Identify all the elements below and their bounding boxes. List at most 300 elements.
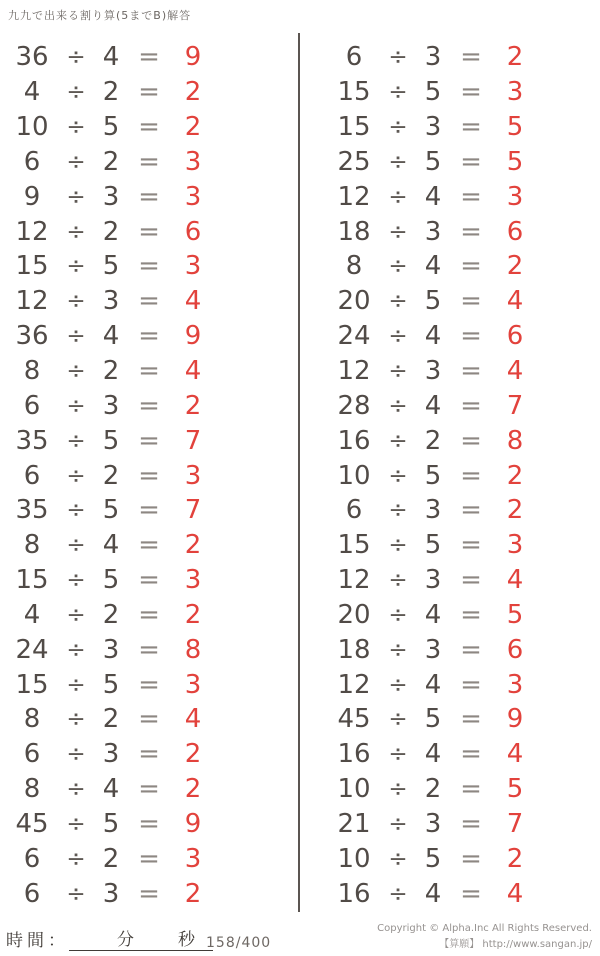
divide-sign: ÷ — [66, 148, 86, 175]
copyright-notice — [377, 921, 592, 953]
equals-sign: = — [460, 669, 482, 700]
answer-value: 3 — [506, 77, 524, 108]
divide-sign: ÷ — [66, 567, 86, 594]
problem-row — [328, 179, 558, 214]
divisor: 2 — [102, 599, 120, 630]
answer-value: 2 — [506, 843, 524, 874]
problem-row — [328, 493, 558, 528]
dividend: 10 — [15, 112, 49, 143]
divisor: 3 — [424, 112, 442, 143]
equals-sign: = — [460, 112, 482, 143]
divisor: 2 — [102, 216, 120, 247]
equals-sign: = — [460, 216, 482, 247]
equals-sign: = — [138, 146, 160, 177]
problem-row — [328, 458, 558, 493]
answer-value: 2 — [184, 390, 202, 421]
equals-sign: = — [138, 495, 160, 526]
divide-sign: ÷ — [66, 845, 86, 872]
divisor: 5 — [424, 146, 442, 177]
equals-sign: = — [460, 878, 482, 909]
divide-sign: ÷ — [388, 741, 408, 768]
minutes-label: 分 — [117, 930, 134, 950]
answer-value: 6 — [506, 321, 524, 352]
answer-value: 2 — [184, 774, 202, 805]
answer-value: 3 — [184, 843, 202, 874]
dividend: 6 — [23, 460, 41, 491]
dividend: 24 — [337, 321, 371, 352]
dividend: 12 — [337, 181, 371, 212]
equals-sign: = — [138, 808, 160, 839]
divide-sign: ÷ — [66, 392, 86, 419]
dividend: 18 — [337, 216, 371, 247]
divisor: 4 — [102, 774, 120, 805]
problem-row — [328, 40, 558, 75]
answer-value: 7 — [506, 390, 524, 421]
answer-value: 2 — [184, 112, 202, 143]
problem-row — [6, 493, 236, 528]
dividend: 6 — [23, 146, 41, 177]
problem-row — [6, 598, 236, 633]
dividend: 28 — [337, 390, 371, 421]
dividend: 15 — [337, 77, 371, 108]
divide-sign: ÷ — [66, 288, 86, 315]
divide-sign: ÷ — [388, 462, 408, 489]
answer-value: 2 — [506, 460, 524, 491]
divisor: 5 — [424, 77, 442, 108]
equals-sign: = — [138, 739, 160, 770]
problem-column-right — [328, 40, 558, 911]
divisor: 4 — [424, 739, 442, 770]
answer-value: 8 — [506, 425, 524, 456]
dividend: 20 — [337, 286, 371, 317]
problem-row — [328, 807, 558, 842]
problem-row — [6, 528, 236, 563]
equals-sign: = — [138, 216, 160, 247]
divisor: 2 — [102, 704, 120, 735]
time-entry-area — [6, 926, 213, 951]
divide-sign: ÷ — [66, 741, 86, 768]
answer-value: 3 — [184, 251, 202, 282]
problem-row — [328, 110, 558, 145]
divisor: 5 — [424, 843, 442, 874]
answer-value: 3 — [184, 669, 202, 700]
divide-sign: ÷ — [388, 323, 408, 350]
equals-sign: = — [138, 843, 160, 874]
divide-sign: ÷ — [388, 183, 408, 210]
divide-sign: ÷ — [388, 776, 408, 803]
column-divider-line — [298, 33, 300, 912]
answer-value: 6 — [184, 216, 202, 247]
problem-row — [6, 145, 236, 180]
answer-value: 2 — [184, 739, 202, 770]
answer-value: 5 — [506, 146, 524, 177]
answer-value: 3 — [184, 460, 202, 491]
equals-sign: = — [460, 565, 482, 596]
dividend: 45 — [15, 808, 49, 839]
dividend: 9 — [23, 181, 41, 212]
answer-value: 2 — [506, 495, 524, 526]
divide-sign: ÷ — [388, 288, 408, 315]
problem-row — [6, 40, 236, 75]
answer-value: 4 — [506, 565, 524, 596]
divisor: 3 — [424, 808, 442, 839]
divisor: 5 — [424, 460, 442, 491]
dividend: 8 — [23, 530, 41, 561]
problem-row — [328, 249, 558, 284]
divisor: 4 — [424, 390, 442, 421]
dividend: 15 — [337, 112, 371, 143]
equals-sign: = — [138, 356, 160, 387]
page-title: 九九で出来る割り算(5までB)解答 — [8, 9, 192, 22]
divisor: 5 — [102, 112, 120, 143]
divide-sign: ÷ — [66, 218, 86, 245]
divisor: 5 — [102, 495, 120, 526]
equals-sign: = — [138, 530, 160, 561]
answer-value: 6 — [506, 634, 524, 665]
equals-sign: = — [460, 495, 482, 526]
problem-row — [6, 179, 236, 214]
answer-value: 7 — [184, 495, 202, 526]
problem-row — [328, 841, 558, 876]
problem-row — [6, 110, 236, 145]
problem-row — [328, 284, 558, 319]
dividend: 6 — [23, 843, 41, 874]
divisor: 2 — [102, 843, 120, 874]
divide-sign: ÷ — [388, 706, 408, 733]
equals-sign: = — [460, 77, 482, 108]
divisor: 2 — [424, 425, 442, 456]
divide-sign: ÷ — [66, 776, 86, 803]
divisor: 3 — [102, 390, 120, 421]
equals-sign: = — [138, 42, 160, 73]
answer-value: 4 — [506, 739, 524, 770]
dividend: 15 — [15, 251, 49, 282]
problem-row — [328, 319, 558, 354]
dividend: 6 — [345, 42, 363, 73]
divisor: 3 — [424, 216, 442, 247]
time-blank-line — [69, 928, 213, 951]
problem-column-left — [6, 40, 236, 911]
dividend: 12 — [337, 356, 371, 387]
equals-sign: = — [138, 390, 160, 421]
divide-sign: ÷ — [66, 532, 86, 559]
equals-sign: = — [460, 251, 482, 282]
divide-sign: ÷ — [66, 44, 86, 71]
problem-row — [328, 772, 558, 807]
problem-row — [6, 249, 236, 284]
equals-sign: = — [138, 634, 160, 665]
divisor: 4 — [424, 599, 442, 630]
dividend: 15 — [15, 565, 49, 596]
divisor: 5 — [424, 530, 442, 561]
problem-row — [6, 841, 236, 876]
problem-row — [328, 737, 558, 772]
answer-value: 3 — [506, 181, 524, 212]
dividend: 20 — [337, 599, 371, 630]
answer-value: 6 — [506, 216, 524, 247]
equals-sign: = — [138, 774, 160, 805]
dividend: 36 — [15, 321, 49, 352]
seconds-label: 秒 — [178, 930, 195, 950]
divisor: 4 — [102, 321, 120, 352]
problem-row — [6, 284, 236, 319]
dividend: 16 — [337, 878, 371, 909]
problem-row — [6, 214, 236, 249]
problem-row — [328, 667, 558, 702]
problem-row — [6, 423, 236, 458]
answer-value: 4 — [184, 356, 202, 387]
divide-sign: ÷ — [388, 636, 408, 663]
dividend: 10 — [337, 843, 371, 874]
equals-sign: = — [460, 460, 482, 491]
sheet-number: 158/400 — [206, 935, 272, 951]
answer-value: 4 — [506, 356, 524, 387]
dividend: 35 — [15, 425, 49, 456]
problem-row — [328, 388, 558, 423]
dividend: 6 — [345, 495, 363, 526]
divisor: 3 — [102, 286, 120, 317]
divide-sign: ÷ — [66, 706, 86, 733]
problem-row — [6, 354, 236, 389]
equals-sign: = — [138, 460, 160, 491]
answer-value: 2 — [506, 251, 524, 282]
dividend: 8 — [23, 704, 41, 735]
answer-value: 9 — [184, 42, 202, 73]
equals-sign: = — [460, 390, 482, 421]
divisor: 3 — [424, 634, 442, 665]
divisor: 5 — [102, 808, 120, 839]
problem-row — [6, 319, 236, 354]
answer-value: 3 — [184, 146, 202, 177]
problem-row — [6, 75, 236, 110]
problem-row — [6, 632, 236, 667]
time-label: 時間： — [6, 931, 69, 951]
divide-sign: ÷ — [66, 79, 86, 106]
divide-sign: ÷ — [388, 880, 408, 907]
equals-sign: = — [460, 599, 482, 630]
equals-sign: = — [138, 321, 160, 352]
equals-sign: = — [460, 146, 482, 177]
divisor: 5 — [102, 425, 120, 456]
divide-sign: ÷ — [388, 671, 408, 698]
problem-row — [328, 145, 558, 180]
answer-value: 3 — [184, 181, 202, 212]
problem-row — [328, 75, 558, 110]
equals-sign: = — [138, 286, 160, 317]
equals-sign: = — [138, 425, 160, 456]
equals-sign: = — [138, 77, 160, 108]
dividend: 36 — [15, 42, 49, 73]
dividend: 35 — [15, 495, 49, 526]
divide-sign: ÷ — [388, 567, 408, 594]
divide-sign: ÷ — [66, 671, 86, 698]
problem-row — [328, 632, 558, 667]
answer-value: 2 — [184, 878, 202, 909]
divisor: 2 — [424, 774, 442, 805]
answer-value: 4 — [506, 878, 524, 909]
problem-row — [328, 423, 558, 458]
problem-row — [328, 528, 558, 563]
equals-sign: = — [460, 181, 482, 212]
problem-row — [6, 667, 236, 702]
divide-sign: ÷ — [66, 636, 86, 663]
divide-sign: ÷ — [66, 183, 86, 210]
problem-row — [6, 702, 236, 737]
divisor: 3 — [102, 634, 120, 665]
answer-value: 9 — [506, 704, 524, 735]
equals-sign: = — [460, 808, 482, 839]
divide-sign: ÷ — [388, 79, 408, 106]
equals-sign: = — [460, 321, 482, 352]
problem-row — [328, 354, 558, 389]
equals-sign: = — [460, 704, 482, 735]
divide-sign: ÷ — [388, 148, 408, 175]
problem-row — [6, 737, 236, 772]
answer-value: 2 — [506, 42, 524, 73]
equals-sign: = — [138, 878, 160, 909]
problem-row — [6, 876, 236, 911]
divide-sign: ÷ — [388, 497, 408, 524]
answer-value: 7 — [184, 425, 202, 456]
dividend: 8 — [345, 251, 363, 282]
divide-sign: ÷ — [388, 392, 408, 419]
divide-sign: ÷ — [66, 810, 86, 837]
problem-row — [328, 702, 558, 737]
divide-sign: ÷ — [388, 253, 408, 280]
equals-sign: = — [460, 286, 482, 317]
problem-row — [328, 598, 558, 633]
divisor: 3 — [424, 42, 442, 73]
answer-value: 2 — [184, 599, 202, 630]
dividend: 15 — [15, 669, 49, 700]
divisor: 2 — [102, 77, 120, 108]
problem-row — [6, 458, 236, 493]
answer-value: 5 — [506, 112, 524, 143]
equals-sign: = — [138, 704, 160, 735]
answer-value: 2 — [184, 77, 202, 108]
divide-sign: ÷ — [66, 114, 86, 141]
divisor: 2 — [102, 460, 120, 491]
equals-sign: = — [460, 530, 482, 561]
equals-sign: = — [460, 356, 482, 387]
divide-sign: ÷ — [66, 323, 86, 350]
dividend: 6 — [23, 878, 41, 909]
equals-sign: = — [460, 774, 482, 805]
answer-value: 5 — [506, 774, 524, 805]
dividend: 12 — [337, 669, 371, 700]
divide-sign: ÷ — [388, 810, 408, 837]
divisor: 5 — [102, 251, 120, 282]
divisor: 5 — [424, 286, 442, 317]
divisor: 3 — [424, 356, 442, 387]
equals-sign: = — [138, 599, 160, 630]
dividend: 6 — [23, 739, 41, 770]
answer-value: 3 — [506, 669, 524, 700]
divisor: 5 — [424, 704, 442, 735]
divide-sign: ÷ — [66, 358, 86, 385]
divide-sign: ÷ — [388, 532, 408, 559]
problem-row — [6, 388, 236, 423]
divide-sign: ÷ — [66, 427, 86, 454]
answer-value: 3 — [506, 530, 524, 561]
divisor: 4 — [424, 878, 442, 909]
copyright-line1: Copyright © Alpha.Inc All Rights Reserved. — [377, 923, 592, 934]
divisor: 5 — [102, 565, 120, 596]
dividend: 16 — [337, 425, 371, 456]
divide-sign: ÷ — [388, 601, 408, 628]
equals-sign: = — [138, 669, 160, 700]
divide-sign: ÷ — [388, 218, 408, 245]
dividend: 45 — [337, 704, 371, 735]
divisor: 4 — [424, 181, 442, 212]
equals-sign: = — [460, 42, 482, 73]
dividend: 18 — [337, 634, 371, 665]
problem-row — [6, 772, 236, 807]
divisor: 2 — [102, 146, 120, 177]
answer-value: 7 — [506, 808, 524, 839]
dividend: 25 — [337, 146, 371, 177]
dividend: 10 — [337, 774, 371, 805]
divide-sign: ÷ — [388, 44, 408, 71]
equals-sign: = — [460, 634, 482, 665]
answer-value: 5 — [506, 599, 524, 630]
divide-sign: ÷ — [388, 845, 408, 872]
dividend: 21 — [337, 808, 371, 839]
divide-sign: ÷ — [66, 880, 86, 907]
answer-value: 8 — [184, 634, 202, 665]
dividend: 24 — [15, 634, 49, 665]
divisor: 4 — [424, 669, 442, 700]
answer-value: 3 — [184, 565, 202, 596]
dividend: 12 — [15, 286, 49, 317]
divisor: 3 — [424, 565, 442, 596]
answer-value: 4 — [184, 704, 202, 735]
equals-sign: = — [138, 251, 160, 282]
divisor: 2 — [102, 356, 120, 387]
equals-sign: = — [138, 565, 160, 596]
equals-sign: = — [460, 425, 482, 456]
divide-sign: ÷ — [66, 601, 86, 628]
equals-sign: = — [460, 739, 482, 770]
divisor: 4 — [424, 321, 442, 352]
dividend: 6 — [23, 390, 41, 421]
equals-sign: = — [138, 181, 160, 212]
divide-sign: ÷ — [66, 462, 86, 489]
answer-value: 4 — [506, 286, 524, 317]
dividend: 12 — [15, 216, 49, 247]
divisor: 4 — [102, 42, 120, 73]
dividend: 4 — [23, 77, 41, 108]
dividend: 8 — [23, 356, 41, 387]
problem-row — [6, 563, 236, 598]
divisor: 4 — [424, 251, 442, 282]
divide-sign: ÷ — [388, 358, 408, 385]
dividend: 10 — [337, 460, 371, 491]
dividend: 8 — [23, 774, 41, 805]
divide-sign: ÷ — [388, 427, 408, 454]
divisor: 3 — [102, 878, 120, 909]
problem-row — [328, 563, 558, 598]
problem-row — [328, 214, 558, 249]
divisor: 3 — [102, 181, 120, 212]
divisor: 3 — [424, 495, 442, 526]
dividend: 15 — [337, 530, 371, 561]
answer-value: 2 — [184, 530, 202, 561]
equals-sign: = — [460, 843, 482, 874]
dividend: 12 — [337, 565, 371, 596]
divide-sign: ÷ — [66, 253, 86, 280]
problem-row — [328, 876, 558, 911]
